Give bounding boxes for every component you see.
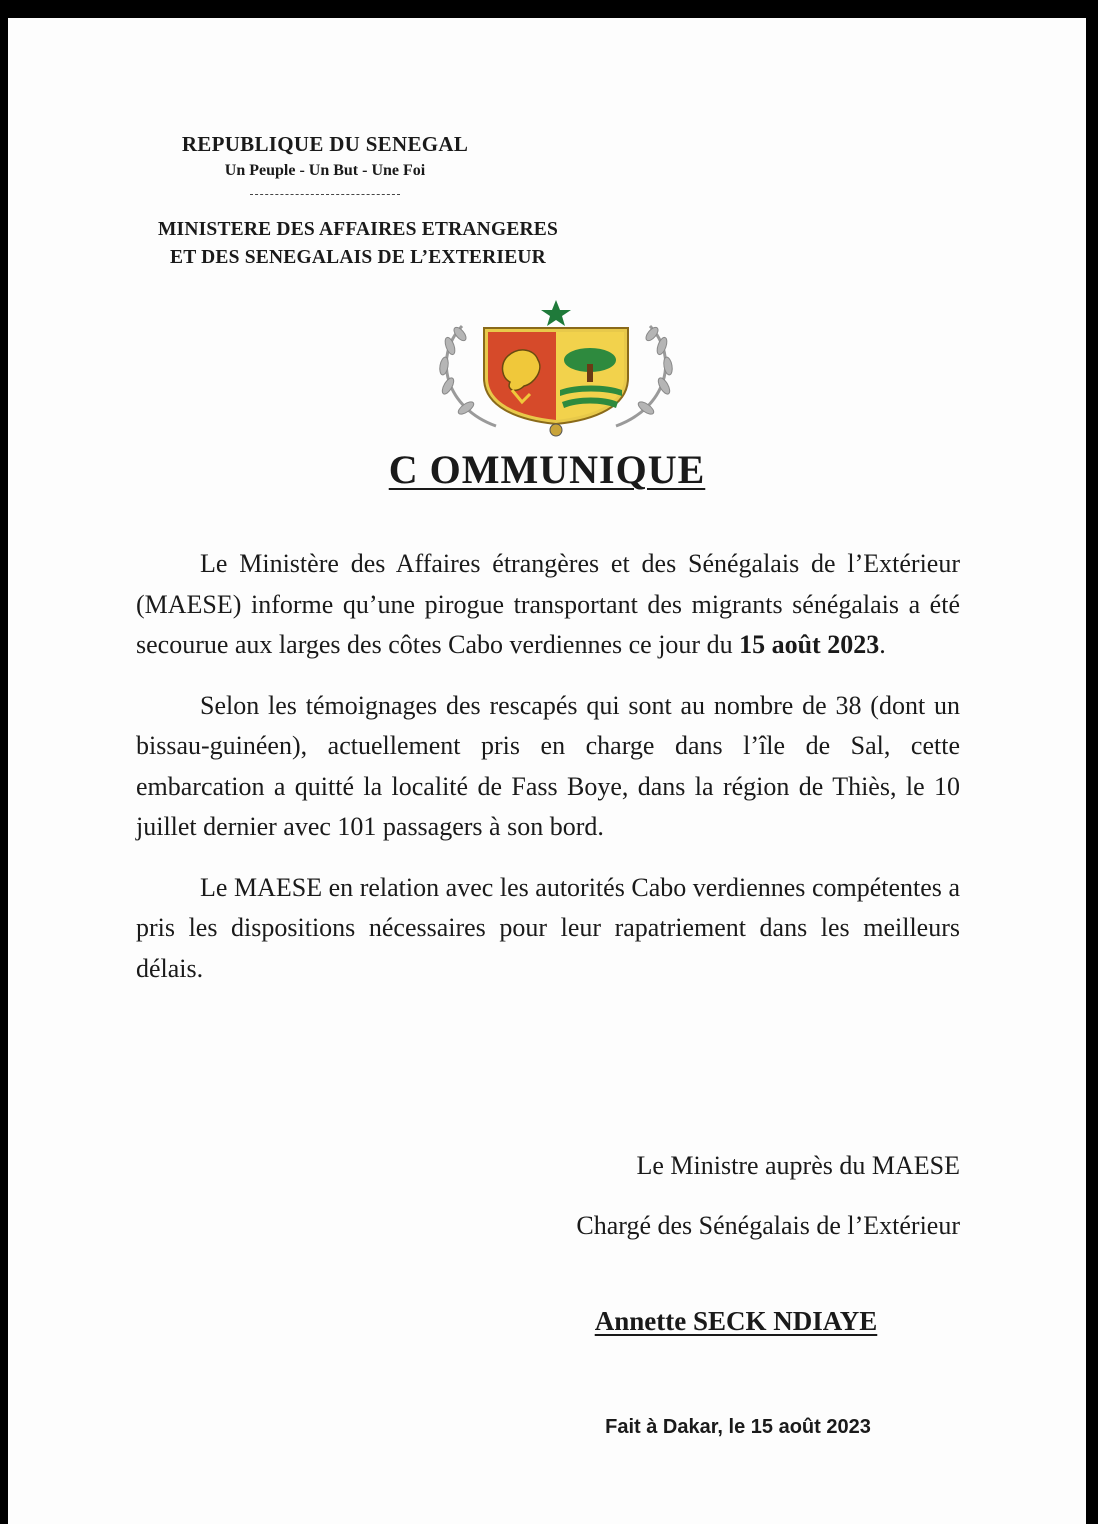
paragraph-1-text: Le Ministère des Affaires étrangères et des Sénégalais de l’Extérieur (MAESE) informe qu’une pirogue transportant des migrants sénégalais a été secourue aux larges des côtes Cabo verdiennes ce jour du (136, 549, 960, 659)
ministry-line-2: ET DES SENEGALAIS DE L’EXTERIEUR (170, 247, 546, 268)
national-motto: Un Peuple - Un But - Une Foi (224, 162, 426, 179)
header-divider (250, 194, 400, 195)
ministry-name (128, 216, 588, 272)
paragraph-1-end: . (879, 630, 886, 659)
document-title (8, 446, 1086, 493)
document-title-text: C OMMUNIQUE (388, 447, 706, 492)
signatory-title (478, 1136, 960, 1256)
paragraph-1 (136, 544, 960, 666)
signatory-role-line-1: Le Ministre auprès du MAESE (636, 1151, 960, 1180)
signatory-name (568, 1306, 904, 1337)
signatory-role-line-2: Chargé des Sénégalais de l’Extérieur (576, 1211, 960, 1240)
country-name: REPUBLIQUE DU SENEGAL (181, 132, 469, 156)
coat-of-arms-icon (426, 298, 686, 443)
place-and-date: Fait à Dakar, le 15 août 2023 (605, 1416, 871, 1438)
document-page (8, 18, 1086, 1524)
paragraph-1-date: 15 août 2023 (739, 630, 880, 659)
paragraph-2: Selon les témoignages des rescapés qui sont au nombre de 38 (dont un bissau-guinéen), actuellement pris en charge dans l’île de Sal, cette embarcation a quitté la localité de Fass Boye, dans la région de Thiès, le 10 juillet dernier avec 101 passagers à son bord. (136, 690, 960, 841)
signatory-name-text: Annette SECK NDIAYE (594, 1306, 878, 1336)
ministry-line-1: MINISTERE DES AFFAIRES ETRANGERES (157, 219, 559, 240)
paragraph-3: Le MAESE en relation avec les autorités Cabo verdiennes compétentes a pris les dispositions nécessaires pour leur rapatriement dans les meilleurs délais. (136, 872, 960, 983)
communique-body (136, 544, 960, 1009)
